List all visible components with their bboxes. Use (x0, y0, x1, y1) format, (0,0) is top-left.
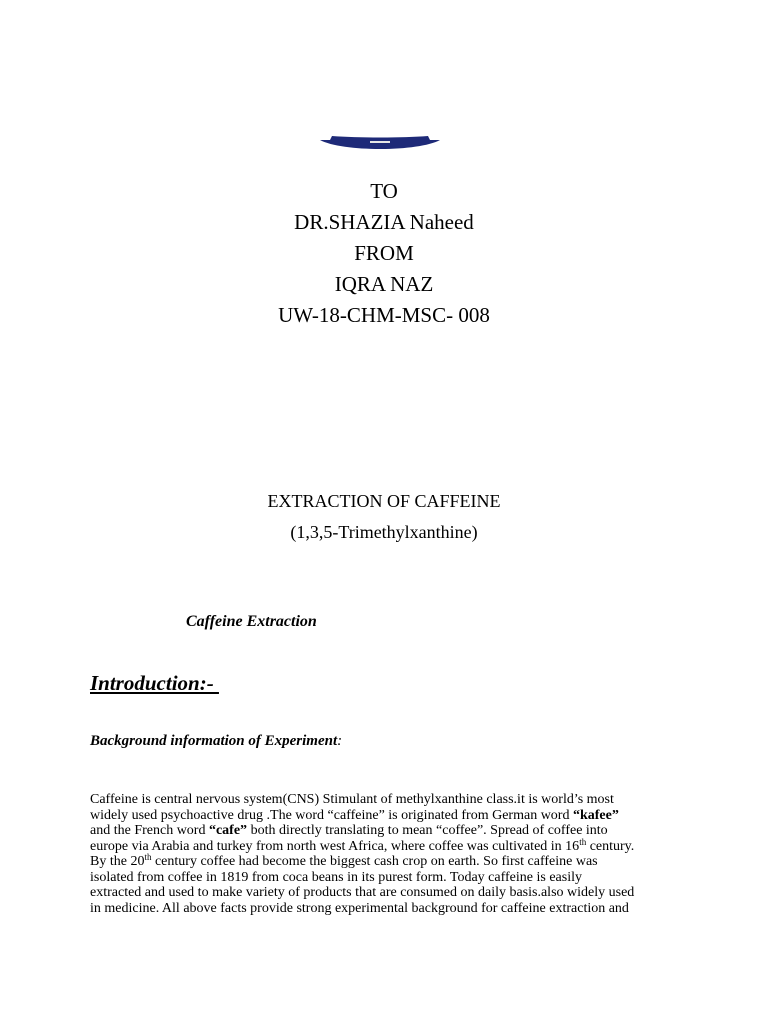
emphasis-cafe: “cafe” (208, 823, 248, 838)
chemical-name: (1,3,5-Trimethylxanthine) (290, 522, 478, 542)
student-id: UW-18-CHM-MSC- 008 (278, 303, 490, 327)
paragraph-text: europe via Arabia and turkey from north west Africa, where coffee was cultivated in 16 (90, 838, 580, 854)
paragraph-text: and the French word (90, 823, 209, 838)
sender-name: IQRA NAZ (334, 272, 434, 296)
paragraph-line: in medicine. All above facts provide strong experimental background for caffeine extraction and (90, 900, 629, 916)
section-subtitle: Caffeine Extraction (186, 613, 317, 630)
paragraph-line (90, 836, 690, 855)
background-heading (90, 733, 342, 750)
document-title: EXTRACTION OF CAFFEINE (267, 491, 501, 511)
introduction-paragraph (90, 792, 690, 916)
recipient-name: DR.SHAZIA Naheed (294, 210, 474, 234)
paragraph-line: isolated from coffee in 1819 from coca beans in its purest form. Today caffeine is easily (90, 869, 582, 885)
background-heading-text: Background information of Experiment (90, 733, 338, 749)
emphasis-kafee: “kafee” (572, 807, 619, 823)
document-title-block (0, 486, 768, 548)
background-heading-colon: : (337, 733, 343, 749)
from-label: FROM (354, 241, 414, 265)
logo-emblem-marks (370, 141, 390, 143)
paragraph-line: Caffeine is central nervous system(CNS) Stimulant of methylxanthine class.it is world’s most (90, 792, 614, 807)
introduction-heading: Introduction:- (90, 671, 219, 695)
paragraph-line (90, 808, 690, 824)
cover-block (0, 176, 768, 331)
to-label: TO (370, 179, 398, 203)
university-logo (318, 124, 442, 154)
paragraph-text: century. (586, 838, 635, 854)
ordinal-suffix: th (144, 852, 152, 862)
ordinal-suffix: th (579, 836, 587, 847)
paragraph-line (90, 854, 690, 870)
paragraph-text: both directly translating to mean “coffee”. Spread of coffee into (247, 823, 608, 838)
paragraph-text: century coffee had become the biggest cash crop on earth. So first caffeine was (151, 854, 598, 869)
paragraph-line: extracted and used to make variety of products that are consumed on daily basis.also widely used (90, 885, 635, 900)
paragraph-text: widely used psychoactive drug .The word “caffeine” is originated from German word (90, 807, 573, 823)
logo-emblem-band (330, 136, 430, 140)
paragraph-line (90, 823, 690, 839)
paragraph-text: By the 20 (90, 854, 145, 869)
